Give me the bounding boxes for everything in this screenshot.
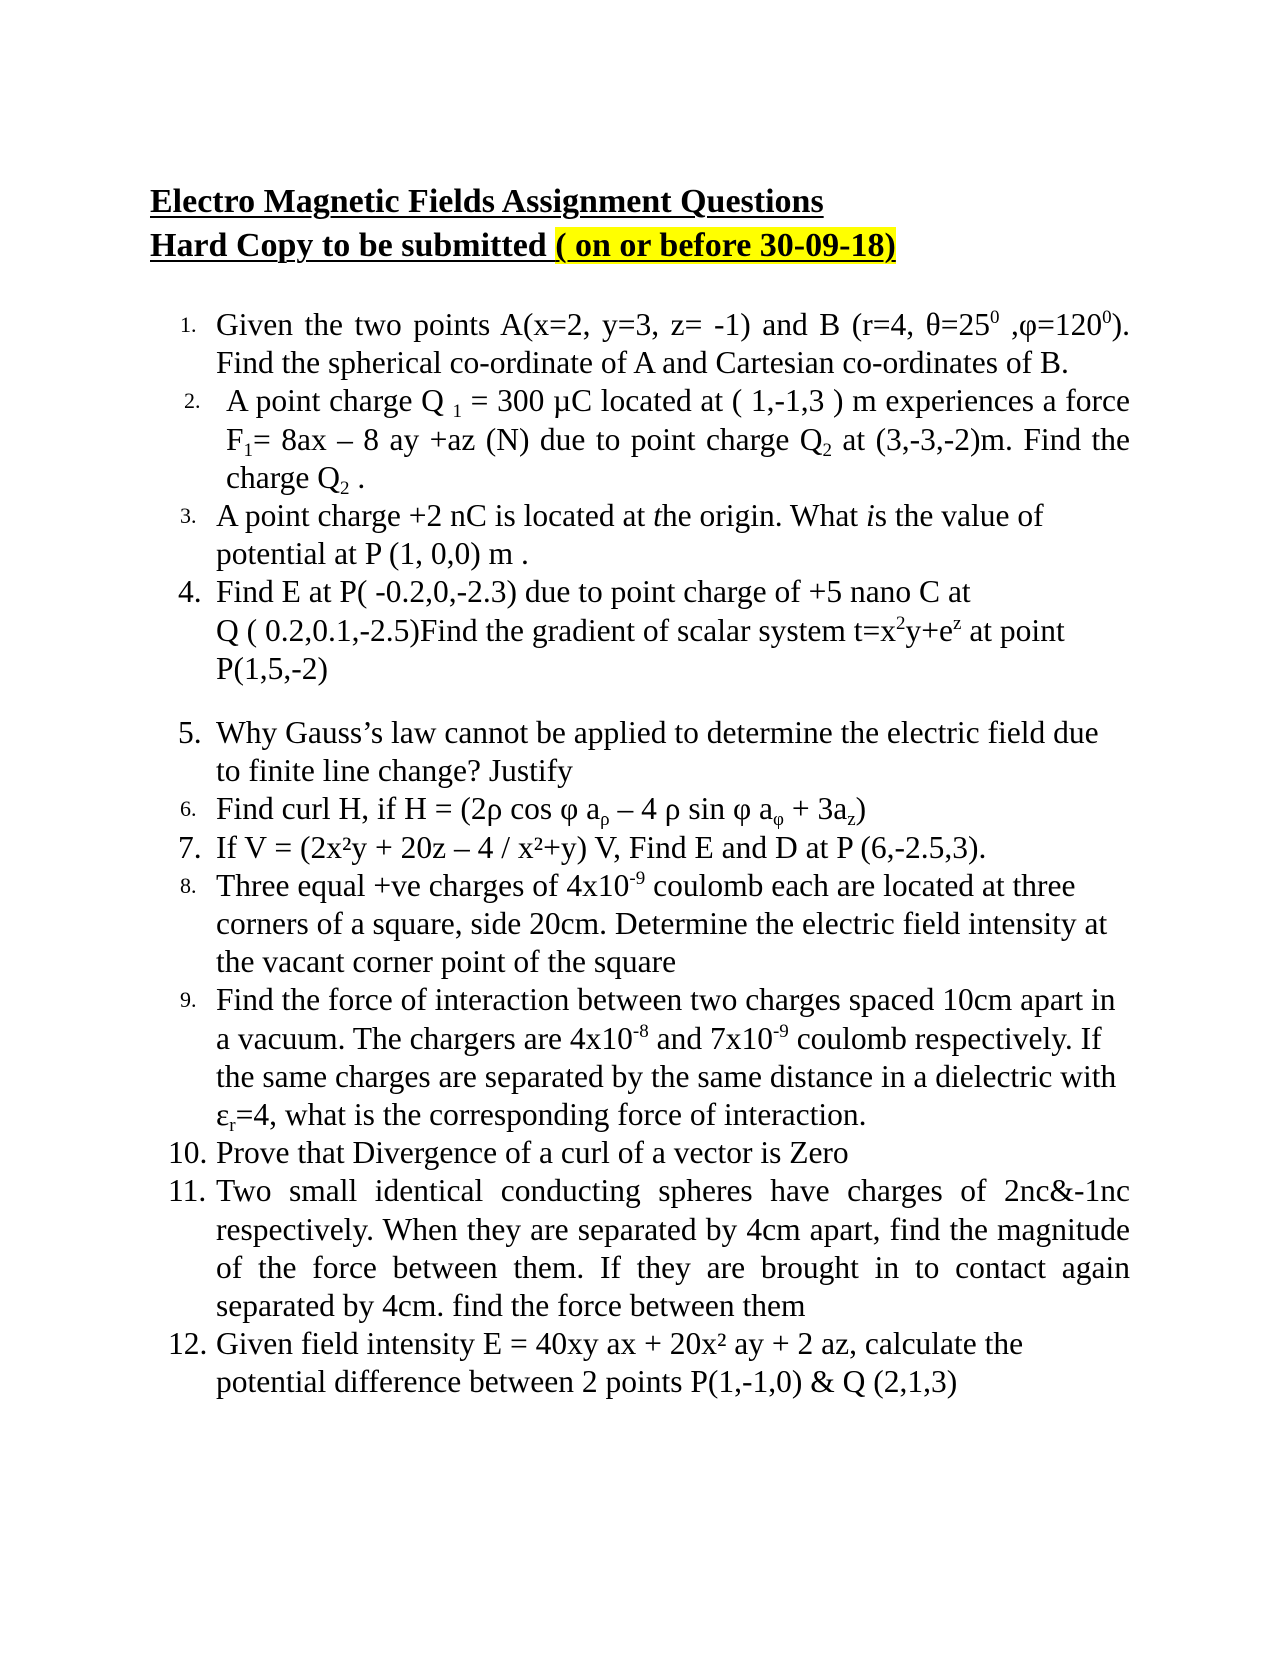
question-text: + 3a <box>783 791 848 827</box>
question-text: . <box>349 459 366 495</box>
question-text: Q ( 0.2,0.1,-2.5)Find the gradient of scalar system t=x <box>216 612 897 648</box>
question-text: and 7x10 <box>648 1020 773 1056</box>
question-item <box>168 497 1130 573</box>
question-text: he origin. What <box>661 498 866 534</box>
question-item <box>168 306 1130 382</box>
question-text: – 4 ρ sin φ a <box>609 791 773 827</box>
question-item <box>168 714 1130 790</box>
question-item <box>168 981 1130 1137</box>
question-text: ). Find the spherical co-ordinate of A and Cartesian co-ordinates of B. <box>216 307 1130 381</box>
question-text: = 300 µC located at ( 1,-1,3 ) m experiences a force F <box>226 383 1130 457</box>
superscript: 2 <box>896 612 906 634</box>
subscript: 2 <box>340 477 350 499</box>
question-number: 1. <box>180 312 197 337</box>
question-text: Find the force of interaction between two charges spaced 10cm apart in a vacuum. The chargers are 4x10 <box>216 982 1116 1056</box>
question-text: coulomb each are located at three corners of a square, side 20cm. Determine the electric field intensity at the vacant corner point of the square <box>216 867 1108 980</box>
question-text: A point charge Q <box>226 383 453 419</box>
question-text: at point P(1,5,-2) <box>216 612 1065 686</box>
question-number: 4. <box>178 574 202 610</box>
subscript: r <box>229 1115 236 1137</box>
question-text: = 8ax – 8 ay +az (N) due to point charge Q <box>253 421 823 457</box>
italic-letter: t <box>653 498 662 534</box>
question-text: at (3,-3,-2)m. Find the charge Q <box>226 421 1131 495</box>
question-text: Find curl H, if H = (2ρ cos φ a <box>216 791 601 827</box>
question-text: Why Gauss’s law cannot be applied to determine the electric field due to finite line change? Justify <box>216 715 1099 789</box>
assignment-title: Electro Magnetic Fields Assignment Questions <box>150 183 824 220</box>
question-number: 6. <box>180 796 197 822</box>
question-text: coulomb respectively. If the same charges are separated by the same distance in a dielectric with ε <box>216 1020 1117 1133</box>
question-number: 12. <box>168 1326 208 1362</box>
question-text: Two small identical conducting spheres have charges of 2nc&-1nc respectively. When they are separated by 4cm apart, find the magnitude of the force between them. If they are brought in to contact again separated by 4cm. find the force between them <box>216 1173 1130 1324</box>
question-text: If V = (2x²y + 20z – 4 / x²+y) V, Find E and D at P (6,-2.5,3). <box>216 829 987 865</box>
question-text: ,φ=120 <box>999 307 1103 342</box>
question-item <box>168 1172 1130 1325</box>
superscript: 0 <box>1102 307 1112 328</box>
submission-line <box>150 224 1150 268</box>
subscript: φ <box>773 809 784 831</box>
question-number: 9. <box>180 987 197 1013</box>
italic-letter: i <box>865 498 875 534</box>
question-number: 2. <box>184 388 201 414</box>
question-number: 5. <box>178 715 202 751</box>
subscript: 1 <box>243 439 254 461</box>
submission-deadline: ( on or before 30-09-18) <box>555 227 896 264</box>
question-item <box>168 829 1130 867</box>
question-text: Prove that Divergence of a curl of a vector is Zero <box>216 1135 849 1171</box>
question-text: =4, what is the corresponding force of interaction. <box>235 1097 867 1133</box>
question-text: ) <box>855 791 867 827</box>
question-item <box>168 573 1130 688</box>
question-item <box>168 382 1130 497</box>
question-text: A point charge +2 nC is located at <box>216 498 654 534</box>
question-item <box>168 790 1130 831</box>
submission-prefix: Hard Copy to be submitted <box>150 227 556 264</box>
question-text: Given field intensity E = 40xy ax + 20x² ay + 2 az, calculate the potential difference between 2 points P(1,-1,0) & Q (2,1,3) <box>216 1326 1024 1400</box>
question-item <box>168 1134 1130 1172</box>
question-number: 8. <box>180 872 197 898</box>
question-text: Find E at P( -0.2,0,-2.3) due to point charge of +5 nano C at <box>216 574 971 610</box>
spacer <box>168 688 1130 714</box>
question-text: Given the two points A(x=2, y=3, z= -1) and B (r=4, θ=25 <box>216 307 991 342</box>
subscript: z <box>847 809 856 831</box>
question-list <box>168 306 1130 1402</box>
question-text: s the value of potential at P (1, 0,0) m . <box>216 498 1044 572</box>
question-text: Three equal +ve charges of 4x10 <box>216 867 630 903</box>
question-number: 3. <box>180 503 197 529</box>
question-number: 7. <box>178 829 202 865</box>
subscript: 2 <box>822 439 832 461</box>
question-item <box>168 867 1130 982</box>
question-number: 10. <box>168 1135 208 1171</box>
question-number: 11. <box>168 1173 207 1209</box>
superscript: 0 <box>990 307 1000 328</box>
question-text: y+e <box>905 612 954 648</box>
subscript: ρ <box>600 809 610 831</box>
question-item <box>168 1325 1130 1401</box>
assignment-header <box>150 180 1150 268</box>
superscript: -9 <box>629 867 646 889</box>
superscript: -8 <box>632 1020 649 1042</box>
superscript: z <box>953 612 962 634</box>
superscript: -9 <box>772 1020 789 1042</box>
subscript: 1 <box>452 401 462 423</box>
